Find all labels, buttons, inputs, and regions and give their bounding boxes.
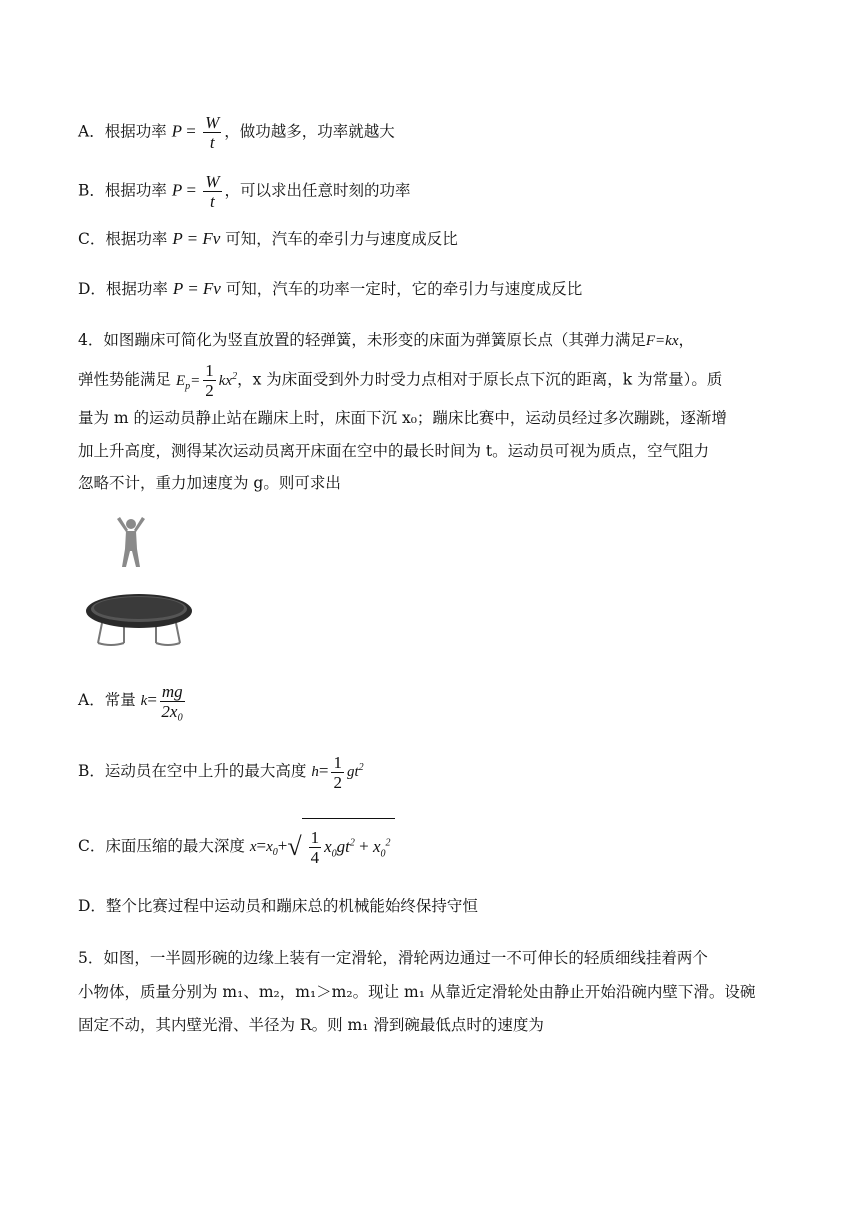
numerator: 1: [205, 361, 214, 380]
option-4d: D．整个比赛过程中运动员和蹦床总的机械能始终保持守恒: [78, 897, 478, 915]
math-formula: F=kx: [645, 333, 679, 349]
stem-text: ，x 为床面受到外力时受力点相对于原长点下沉的距离，k 为常量）。质: [237, 370, 723, 389]
option-3d: [78, 276, 582, 302]
math-symbol: P: [171, 121, 183, 141]
question-4-line-1: 4．如图蹦床可简化为竖直放置的轻弹簧，未形变的床面为弹簧原长点（其弹力满足F=kx，: [78, 331, 694, 349]
athlete-figure: [117, 517, 145, 567]
option-text: ，可以求出任意时刻的功率: [224, 181, 411, 200]
option-4b: B．运动员在空中上升的最大高度 h= $\frac{1}{2}$ $gt^2$: [78, 752, 364, 792]
stem-text: 弹性势能满足: [78, 370, 172, 389]
denominator: 4: [310, 848, 320, 868]
question-4-line-2: 弹性势能满足 $E_p=$ $\frac{1}{2}$ $kx^2$，x 为床面受到外力时受力点相对于原长点下沉的距离，k 为常量）。质: [78, 361, 723, 400]
numerator: W: [205, 113, 220, 132]
numerator: W: [205, 172, 220, 191]
fraction: [331, 753, 344, 792]
option-text: C．床面压缩的最大深度: [78, 837, 245, 856]
fraction: [160, 682, 185, 721]
question-4-line-4: 加上升高度，测得某次运动员离开床面在空中的最长时间为 t。运动员可视为质点，空气阻力: [78, 442, 710, 460]
numerator: 1: [310, 828, 320, 848]
fraction: [203, 172, 221, 211]
question-4-line-3: 量为 m 的运动员静止站在蹦床上时，床面下沉 x₀；蹦床比赛中，运动员经过多次蹦跳，逐渐增: [78, 409, 727, 427]
option-3c: [78, 226, 458, 252]
fraction: [203, 113, 221, 152]
denominator: 2: [205, 381, 214, 400]
denominator: t: [209, 133, 215, 152]
question-5-line-1: 5．如图，一半圆形碗的边缘上装有一定滑轮，滑轮两边通过一不可伸长的轻质细线挂着两个: [78, 949, 708, 967]
option-text: 可知，汽车的功率一定时，它的牵引力与速度成反比: [225, 280, 583, 298]
option-text: C．根据功率: [78, 230, 168, 248]
question-5-line-3: 固定不动，其内壁光滑、半径为 R。则 m₁ 滑到碗最低点时的速度为: [78, 1016, 544, 1034]
math-formula: $E_p=$: [175, 372, 201, 392]
math-symbol: P: [171, 180, 183, 200]
stem-text: 4．如图蹦床可简化为竖直放置的轻弹簧，未形变的床面为弹簧原长点（其弹力满足: [78, 331, 646, 349]
option-text: A．常量: [78, 691, 136, 709]
option-text: 可知，汽车的牵引力与速度成反比: [225, 230, 458, 248]
math-formula: P = Fv: [172, 279, 221, 298]
fraction: [203, 361, 216, 400]
option-4c: C．床面压缩的最大深度 $x=x_0+√$ $\frac{1}{4}$ $x_0gt^2 + x_0^2$: [78, 818, 395, 876]
denominator: 2: [333, 772, 342, 792]
numerator: 1: [333, 752, 342, 772]
numerator: mg: [161, 681, 183, 701]
trampoline-figure: [84, 515, 196, 650]
option-text: B．根据功率: [78, 181, 167, 200]
question-4-line-5: 忽略不计，重力加速度为 g。则可求出: [78, 474, 341, 492]
question-5-line-2: 小物体，质量分别为 m₁、m₂，m₁＞m₂。现让 m₁ 从靠近定滑轮处由静止开始沿碗内壁下滑。设碗: [78, 983, 756, 1001]
math-formula: P = Fv: [172, 229, 221, 248]
trampoline-frame: [86, 594, 192, 645]
denominator: 2x₀: [161, 701, 184, 721]
option-text: D．根据功率: [78, 280, 168, 298]
option-3a: A．根据功率 P = $\frac{W}{t}$ ，做功越多，功率就越大: [78, 113, 395, 152]
option-3b: B．根据功率 P = $\frac{W}{t}$ ，可以求出任意时刻的功率: [78, 172, 411, 211]
option-text: A．根据功率: [78, 122, 167, 141]
denominator: t: [210, 192, 215, 211]
fraction: [309, 828, 322, 867]
option-text: B．运动员在空中上升的最大高度: [78, 762, 307, 780]
option-text: ，做功越多，功率就越大: [224, 122, 395, 141]
option-4a: A．常量 k= $\frac{mg}{\text{2x₀}}$: [78, 681, 184, 721]
square-root: √ $\frac{1}{4}$ $x_0gt^2 + x_0^2$: [287, 818, 394, 876]
